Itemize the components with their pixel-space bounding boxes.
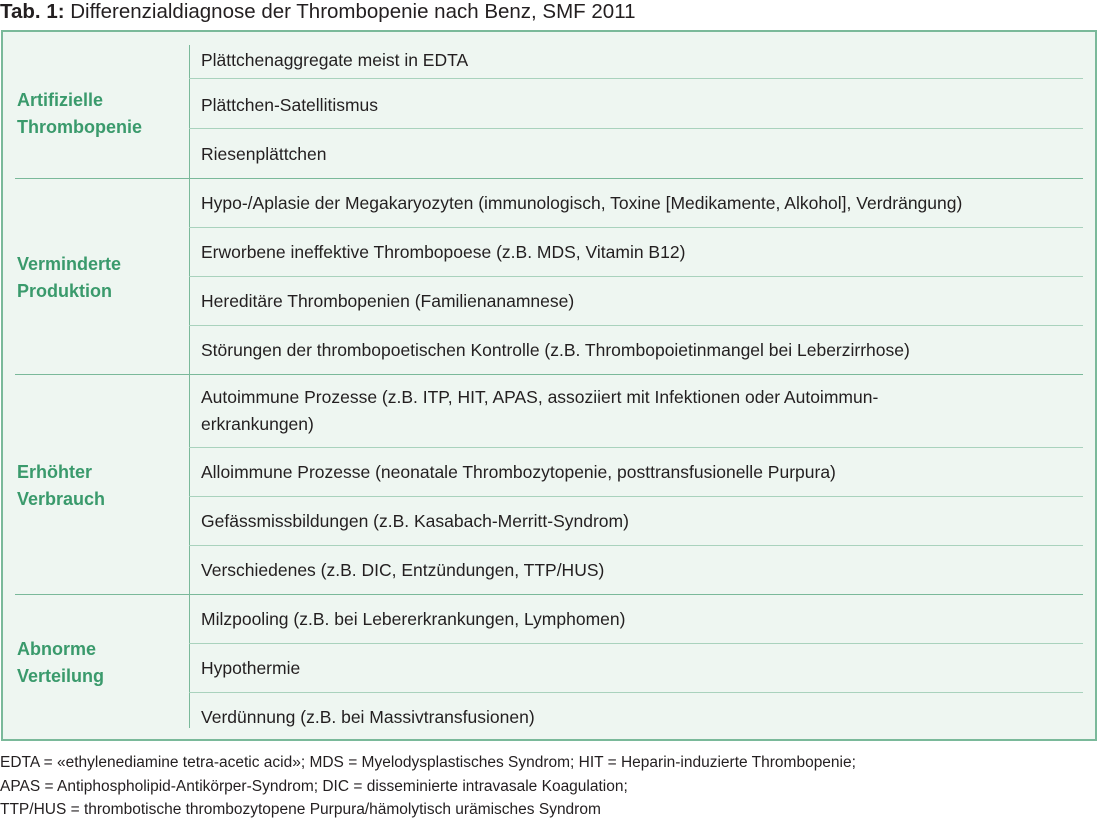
table-row: Hypo-/Aplasie der Megakaryozyten (immunologisch, Toxine [Medikamente, Alkohol], Verdrängung) (201, 192, 963, 213)
table-row: Störungen der thrombopoetischen Kontrolle (z.B. Thrombopoietinmangel bei Leberzirrhose) (201, 339, 910, 360)
table-row: Erworbene ineffektive Thrombopoese (z.B. MDS, Vitamin B12) (201, 241, 686, 262)
table-row: Milzpooling (z.B. bei Lebererkrankungen, Lymphomen) (201, 608, 626, 629)
table-row: Riesenplättchen (201, 143, 327, 164)
footnote: EDTA = «ethylenediamine tetra-acetic acid»; MDS = Myelodysplastisches Syndrom; HIT = Heparin-induzierte Thrombopenie; (0, 754, 856, 771)
table-row: Verdünnung (z.B. bei Massivtransfusionen) (201, 706, 535, 727)
table-caption: Differenzialdiagnose der Thrombopenie nach Benz, SMF 2011 (70, 0, 636, 23)
footnote: TTP/HUS = thrombotische thrombozytopene Purpura/hämolytisch urämisches Syndrom (0, 801, 601, 818)
table-row: Alloimmune Prozesse (neonatale Thrombozytopenie, posttransfusionelle Purpura) (201, 461, 836, 482)
table-row: Hypothermie (201, 657, 301, 678)
table-row: Plättchenaggregate meist in EDTA (201, 49, 469, 70)
group-label-artifizielle: Artifizielle Thrombopenie (17, 90, 142, 137)
table-number: Tab. 1: (0, 0, 65, 23)
footnotes (0, 751, 856, 822)
table-row: Plättchen-Satellitismus (201, 94, 379, 115)
table-title (0, 0, 635, 26)
row-divider (189, 128, 1083, 129)
thrombopenia-table (1, 30, 1097, 741)
group-label-abnorme: Abnorme Verteilung (17, 639, 105, 686)
table-row: Verschiedenes (z.B. DIC, Entzündungen, TTP/HUS) (201, 559, 605, 580)
table-row: Autoimmune Prozesse (z.B. ITP, HIT, APAS, assoziiert mit Infektionen oder Autoimmun- erkrankungen) (201, 387, 879, 434)
footnote: APAS = Antiphospholipid-Antikörper-Syndrom; DIC = disseminierte intravasale Koagulation; (0, 777, 628, 795)
table-row: Gefässmissbildungen (z.B. Kasabach-Merritt-Syndrom) (201, 510, 629, 531)
group-label-erhoehter: Erhöhter Verbrauch (17, 462, 106, 509)
row-divider (189, 78, 1083, 79)
group-label-verminderte: Verminderte Produktion (17, 254, 122, 301)
table-row: Hereditäre Thrombopenien (Familienanamnese) (201, 290, 575, 311)
